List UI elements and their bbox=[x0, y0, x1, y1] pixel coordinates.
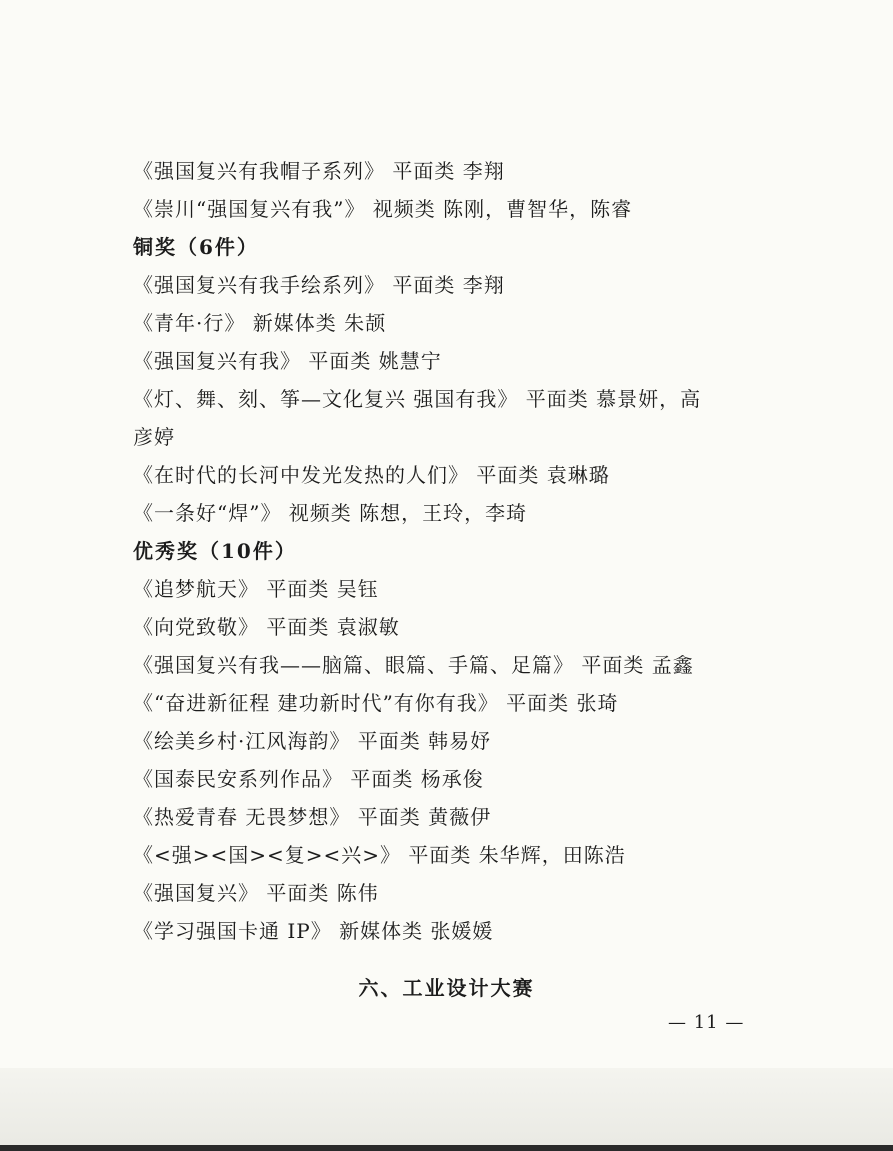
award-entry: 《向党致敬》 平面类 袁淑敏 bbox=[133, 615, 400, 639]
award-entry-continuation: 彦婷 bbox=[133, 425, 175, 449]
bronze-award-heading: 铜奖（6件） bbox=[133, 235, 259, 259]
award-entry: 《强国复兴》 平面类 陈伟 bbox=[133, 881, 379, 905]
award-entry: 《崇川“强国复兴有我”》 视频类 陈刚，曹智华，陈睿 bbox=[133, 197, 633, 221]
award-entry: 《一条好“焊”》 视频类 陈想，王玲，李琦 bbox=[133, 501, 528, 525]
section-title: 六、工业设计大赛 bbox=[358, 976, 535, 1000]
page-number: — 11 — bbox=[668, 1012, 745, 1033]
award-entry: 《追梦航天》 平面类 吴钰 bbox=[133, 577, 379, 601]
award-entry: 《强国复兴有我帽子系列》 平面类 李翔 bbox=[133, 159, 505, 183]
award-entry: 《“奋进新征程 建功新时代”有你有我》 平面类 张琦 bbox=[133, 691, 619, 715]
scan-bottom-shadow bbox=[0, 1068, 893, 1151]
award-entry: 《国泰民安系列作品》 平面类 杨承俊 bbox=[133, 767, 484, 791]
award-entry: 《灯、舞、刻、筝—文化复兴 强国有我》 平面类 慕景妍，高 bbox=[133, 387, 702, 411]
award-entry: 《在时代的长河中发光发热的人们》 平面类 袁琳璐 bbox=[133, 463, 610, 487]
award-entry: 《热爱青春 无畏梦想》 平面类 黄薇伊 bbox=[133, 805, 492, 829]
excellence-award-heading: 优秀奖（10件） bbox=[133, 539, 297, 563]
award-entry: 《青年·行》 新媒体类 朱颉 bbox=[133, 311, 387, 335]
award-entry: 《绘美乡村·江风海韵》 平面类 韩易妤 bbox=[133, 729, 492, 753]
award-entry: 《强国复兴有我手绘系列》 平面类 李翔 bbox=[133, 273, 505, 297]
award-entry: 《学习强国卡通 IP》 新媒体类 张媛媛 bbox=[133, 919, 494, 943]
award-entry: 《强国复兴有我》 平面类 姚慧宁 bbox=[133, 349, 442, 373]
award-entry: 《<强><国><复><兴>》 平面类 朱华辉，田陈浩 bbox=[133, 843, 626, 867]
award-entry: 《强国复兴有我——脑篇、眼篇、手篇、足篇》 平面类 孟鑫 bbox=[133, 653, 694, 677]
award-list bbox=[133, 152, 783, 950]
scan-bottom-edge bbox=[0, 1145, 893, 1151]
